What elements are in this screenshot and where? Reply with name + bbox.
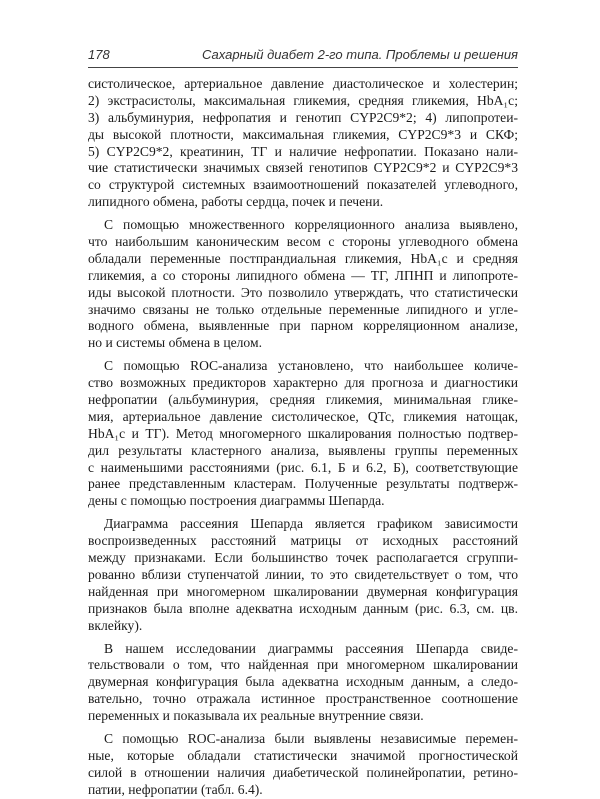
text-line: гликемия, а со стороны липидного обмена — ТГ, ЛПНП и липопроте- (88, 267, 518, 283)
text-line: тельствовали о том, что найденная при многомерном шкалировании (88, 657, 518, 673)
text-line: иды высокой плотности. Это позволило утверждать, что статистически (88, 284, 518, 300)
text-line: между признаками. Если большинство точек располагается сгруппи- (88, 550, 518, 566)
header-rule (88, 67, 518, 68)
body-text (88, 76, 518, 799)
paragraph-6 (88, 731, 518, 799)
text-line: что наибольшим каноническим весом с стороны углеводного обмена (88, 234, 518, 250)
text-line: HbA₁c и ТГ). Метод многомерного шкалирования полностью подтвер- (88, 425, 518, 441)
text-line: дил результаты кластерного анализа, выявлены группы переменных (88, 442, 518, 458)
text-line: В нашем исследовании диаграммы рассеяния Шепарда свиде- (104, 640, 518, 656)
text-line: мия, артериальное давление систолическое, QTc, гликемия натощак, (88, 408, 518, 424)
text-line: ство возможных предикторов характерно для прогноза и диагностики (88, 375, 518, 391)
paragraph-3 (88, 358, 518, 510)
paragraph-2 (88, 217, 518, 352)
paragraph-1 (88, 76, 518, 211)
page-number: 178 (88, 47, 110, 62)
paragraph-4 (88, 516, 518, 634)
page-header (88, 46, 518, 64)
text-line: нефропатии (альбуминурия, средняя гликемия, минимальная глике- (88, 392, 518, 408)
text-line: но и системы обмена в целом. (88, 335, 262, 351)
text-line: 2) экстрасистолы, максимальная гликемия, средняя гликемия, HbA₁c; (88, 92, 518, 108)
text-line: дены с помощью построения диаграммы Шепарда. (88, 493, 385, 509)
text-line: найденная при многомерном шкалировании двумерная конфигурация (88, 583, 518, 599)
text-line: ные, которые обладали статистически значимой прогностической (88, 747, 518, 763)
text-line: 3) альбуминурия, нефропатия и генотип CYP2C9*2; 4) липопротеи- (88, 109, 518, 125)
text-line: систолическое, артериальное давление диастолическое и холестерин; (88, 76, 518, 91)
text-line: признаков была вполне адекватна исходным данным (рис. 6.3, см. цв. (88, 600, 518, 616)
text-line: обладали переменные постпрандиальная гликемия, HbA₁c и средняя (88, 250, 518, 266)
text-line: силой в отношении наличия диабетической полинейропатии, ретино- (88, 764, 518, 780)
text-line: водного обмена, выявленные при парном корреляционном анализе, (88, 318, 518, 334)
text-line: ды высокой плотности, максимальная гликемия, CYP2C9*3 и СКФ; (88, 126, 518, 142)
text-line: патии, нефропатии (табл. 6.4). (88, 781, 263, 797)
text-line: С помощью ROC-анализа были выявлены независимые перемен- (104, 730, 518, 746)
text-line: значимо связаны не только отдельные переменные липидного и угле- (88, 301, 518, 317)
text-line: вклейку). (88, 617, 143, 633)
paragraph-5 (88, 641, 518, 725)
text-line: переменных и показывала их реальные внутренние связи. (88, 708, 424, 724)
text-line: С помощью ROC-анализа установлено, что наибольшее количе- (104, 358, 518, 374)
running-title: Сахарный диабет 2-го типа. Проблемы и решения (201, 47, 518, 62)
text-line: липидного обмена, работы сердца, почек и печени. (88, 194, 384, 210)
text-line: ранее представленным кластерам. Полученные результаты подтверж- (88, 476, 518, 492)
text-line: чие статистически значимых связей генотипов CYP2C9*2 и CYP2C9*3 (88, 160, 518, 176)
text-line: с наименьшими расстояниями (рис. 6.1, Б и 6.2, Б), соответствующие (88, 459, 518, 475)
text-line: со структурой системных взаимоотношений показателей углеводного, (88, 177, 518, 193)
text-line: воспроизведенных расстояний матрицы от исходных расстояний (88, 533, 518, 549)
text-line: рованно вблизи ступенчатой линии, то это свидетельствует о том, что (88, 566, 518, 582)
text-line: С помощью множественного корреляционного анализа выявлено, (104, 217, 518, 233)
text-line: вательно, точно отражала истинное пространственное соотношение (88, 691, 518, 707)
text-line: 5) CYP2C9*2, креатинин, ТГ и наличие нефропатии. Показано нали- (88, 143, 518, 159)
text-line: двумерная конфигурация была адекватна исходным данным, а следо- (88, 674, 518, 690)
text-line: Диаграмма рассеяния Шепарда является графиком зависимости (104, 516, 518, 532)
